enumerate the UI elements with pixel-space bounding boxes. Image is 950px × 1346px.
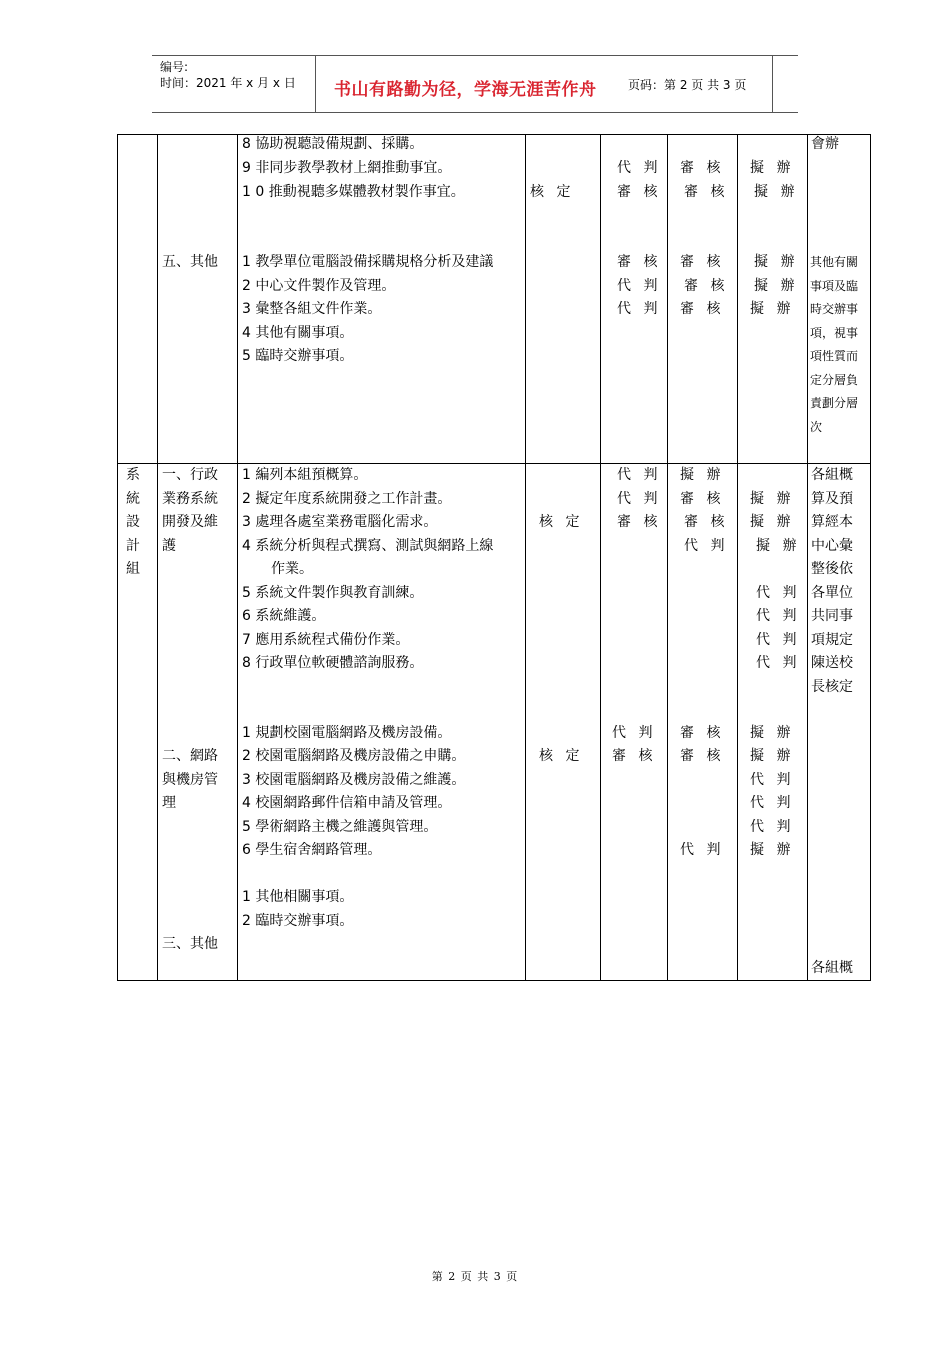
col-line — [807, 134, 808, 981]
remark-line: 陳送校 — [811, 655, 853, 671]
table-bottom-border — [117, 980, 871, 981]
unit-label-char: 統 — [126, 491, 140, 507]
duty-item: 2 中心文件製作及管理。 — [242, 278, 396, 294]
authority-cell: 擬 辦 — [754, 278, 799, 294]
duty-item: 5 臨時交辦事項。 — [242, 348, 354, 364]
number-label: 编号: — [160, 60, 189, 74]
authority-cell: 代 判 — [756, 585, 801, 601]
remark-line: 項，視事 — [810, 326, 859, 340]
authority-cell: 代 判 — [756, 655, 801, 671]
category-title: 與機房管 — [162, 772, 218, 788]
col-line — [237, 134, 238, 981]
authority-cell: 擬 辦 — [750, 725, 795, 741]
category-title: 護 — [162, 538, 176, 554]
authority-cell: 擬 辦 — [750, 491, 795, 507]
category-title: 三、其他 — [162, 936, 218, 952]
duty-item: 7 應用系統程式備份作業。 — [242, 632, 410, 648]
authority-cell: 擬 辦 — [754, 184, 799, 200]
authority-cell: 代 判 — [750, 772, 795, 788]
duty-item: 6 學生宿舍網路管理。 — [242, 842, 382, 858]
duty-item: 3 處理各處室業務電腦化需求。 — [242, 514, 438, 530]
remark-line: 其他有關 — [810, 255, 859, 269]
authority-cell: 代 判 — [617, 301, 662, 317]
authority-cell: 代 判 — [684, 538, 729, 554]
category-title: 開發及維 — [162, 514, 218, 530]
authority-cell: 代 判 — [750, 795, 795, 811]
authority-cell: 審 核 — [680, 301, 725, 317]
remark-cell: 會辦 — [811, 136, 839, 152]
authority-cell: 擬 辦 — [680, 467, 725, 483]
duty-item: 2 擬定年度系統開發之工作計畫。 — [242, 491, 452, 507]
remark-line: 各組概 — [811, 467, 853, 483]
authority-cell: 代 判 — [756, 632, 801, 648]
remark-line: 責劃分層 — [810, 396, 859, 410]
authority-cell: 代 判 — [617, 467, 662, 483]
col-line — [117, 134, 118, 981]
duty-item: 4 校園網路郵件信箱申請及管理。 — [242, 795, 452, 811]
duty-item: 2 校園電腦網路及機房設備之申購。 — [242, 748, 466, 764]
authority-cell: 審 核 — [617, 254, 662, 270]
authority-cell: 審 核 — [680, 725, 725, 741]
authority-cell: 擬 辦 — [750, 160, 795, 176]
remark-line: 次 — [810, 420, 823, 434]
time-label: 时间：2021 年 x 月 x 日 — [160, 76, 296, 90]
duty-item: 1 0 推動視聽多媒體教材製作事宜。 — [242, 184, 465, 200]
duty-item: 8 行政單位軟硬體諮詢服務。 — [242, 655, 424, 671]
unit-label-char: 組 — [126, 561, 140, 577]
remark-line: 整後依 — [811, 561, 853, 577]
authority-cell: 審 核 — [617, 514, 662, 530]
category-title: 一、行政 — [162, 467, 218, 483]
table-top-border — [117, 134, 871, 135]
duty-item: 3 校園電腦網路及機房設備之維護。 — [242, 772, 466, 788]
authority-cell: 擬 辦 — [750, 514, 795, 530]
duty-item: 1 規劃校園電腦網路及機房設備。 — [242, 725, 452, 741]
remark-line: 各單位 — [811, 585, 853, 601]
category-title: 業務系統 — [162, 491, 218, 507]
authority-cell: 擬 辦 — [750, 301, 795, 317]
duty-item: 1 編列本組預概算。 — [242, 467, 368, 483]
remark-line: 中心彙 — [811, 538, 853, 554]
section-divider — [117, 463, 871, 464]
authority-cell: 代 判 — [756, 608, 801, 624]
unit-label-char: 計 — [126, 538, 140, 554]
remark-line: 項性質而 — [810, 349, 859, 363]
duty-item: 4 系統分析與程式撰寫、測試與網路上線 — [242, 538, 494, 554]
remark-line: 共同事 — [811, 608, 853, 624]
duty-item: 5 系統文件製作與教育訓練。 — [242, 585, 424, 601]
approval-cell: 核 定 — [539, 514, 584, 530]
col-line — [600, 134, 601, 981]
remark-line: 時交辦事 — [810, 302, 859, 316]
approval-cell: 核 定 — [530, 184, 575, 200]
col-line — [737, 134, 738, 981]
col-line — [870, 134, 871, 981]
duty-item: 作業。 — [271, 561, 313, 577]
authority-cell: 代 判 — [617, 491, 662, 507]
authority-cell: 審 核 — [680, 491, 725, 507]
authority-cell: 擬 辦 — [754, 254, 799, 270]
authority-cell: 代 判 — [617, 160, 662, 176]
category-title: 二、網路 — [162, 748, 218, 764]
authority-cell: 擬 辦 — [756, 538, 801, 554]
authority-cell: 審 核 — [684, 514, 729, 530]
category-title: 五、其他 — [162, 254, 218, 270]
duty-item: 1 教學單位電腦設備採購規格分析及建議 — [242, 254, 494, 270]
authority-cell: 代 判 — [680, 842, 725, 858]
duty-item: 3 彙整各組文件作業。 — [242, 301, 382, 317]
remark-line: 長核定 — [811, 679, 853, 695]
duty-item: 4 其他有關事項。 — [242, 325, 354, 341]
authority-cell: 審 核 — [612, 748, 657, 764]
duty-item: 8 協助視聽設備規劃、採購。 — [242, 136, 424, 152]
remark-line: 定分層負 — [810, 373, 859, 387]
authority-cell: 代 判 — [750, 819, 795, 835]
motto: 书山有路勤为径，学海无涯苦作舟 — [334, 80, 597, 100]
col-line — [157, 134, 158, 981]
unit-label-char: 設 — [126, 514, 140, 530]
page-footer: 第 2 页 共 3 页 — [431, 1270, 519, 1283]
remark-line: 算經本 — [811, 514, 853, 530]
col-line — [667, 134, 668, 981]
duty-item: 2 臨時交辦事項。 — [242, 913, 354, 929]
remark-line: 項規定 — [811, 632, 853, 648]
authority-cell: 審 核 — [617, 184, 662, 200]
remark-line: 事項及臨 — [810, 279, 859, 293]
duty-item: 6 系統維護。 — [242, 608, 326, 624]
duty-item: 5 學術網路主機之維護與管理。 — [242, 819, 438, 835]
duty-item: 1 其他相關事項。 — [242, 889, 354, 905]
authority-cell: 審 核 — [684, 278, 729, 294]
unit-label-char: 系 — [126, 467, 140, 483]
authority-cell: 審 核 — [680, 254, 725, 270]
authority-cell: 審 核 — [680, 160, 725, 176]
authority-cell: 審 核 — [684, 184, 729, 200]
category-title: 理 — [162, 795, 176, 811]
remark-line: 算及預 — [811, 491, 853, 507]
authority-cell: 擬 辦 — [750, 748, 795, 764]
duty-item: 9 非同步教學教材上網推動事宜。 — [242, 160, 452, 176]
approval-cell: 核 定 — [539, 748, 584, 764]
authority-cell: 代 判 — [612, 725, 657, 741]
remark-line: 各組概 — [811, 960, 853, 976]
authority-cell: 審 核 — [680, 748, 725, 764]
page-label: 页码：第 2 页 共 3 页 — [628, 78, 747, 92]
col-line — [525, 134, 526, 981]
authority-cell: 代 判 — [617, 278, 662, 294]
authority-cell: 擬 辦 — [750, 842, 795, 858]
